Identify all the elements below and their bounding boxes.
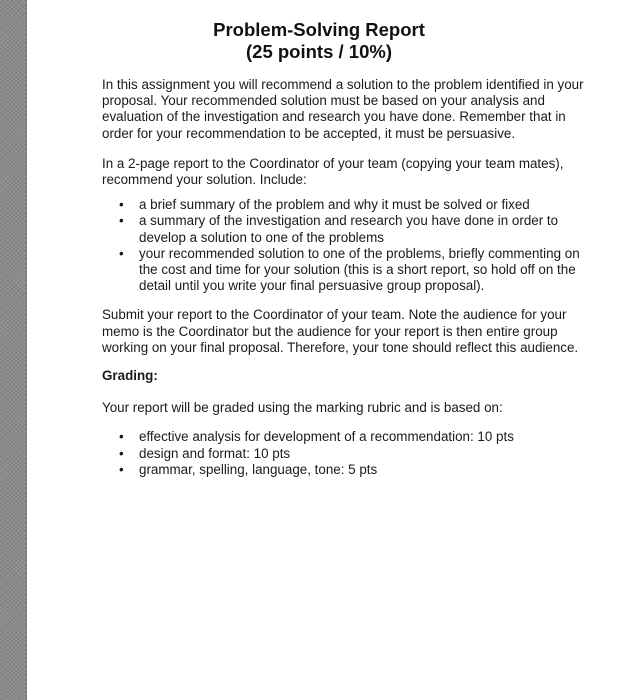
bullet-icon: • <box>119 445 124 461</box>
list-item <box>119 461 592 478</box>
bullet-icon: • <box>119 245 124 261</box>
list-item <box>119 213 592 245</box>
grading-intro-paragraph: Your report will be graded using the marking rubric and is based on: <box>102 400 503 416</box>
submit-paragraph: Submit your report to the Coordinator of your team. Note the audience for your memo is the Coordinator but the audience for your report is then entire group working on your final proposal. Therefore, your tone should reflect this audience. <box>102 307 579 355</box>
list-item-text: a brief summary of the problem and why it must be solved or fixed <box>139 197 530 213</box>
document-body <box>102 77 592 478</box>
report-instructions-paragraph: In a 2-page report to the Coordinator of your team (copying your team mates), recommend your solution. Include: <box>102 155 564 188</box>
left-margin-bar <box>0 0 27 700</box>
bullet-icon: • <box>119 197 124 213</box>
grading-list <box>102 429 592 478</box>
intro-paragraph: In this assignment you will recommend a solution to the problem identified in your proposal. Your recommended solution must be based on your analysis and evaluation of the investigation and research you have done. Remember that in order for your recommendation to be accepted, it must be persuasive. <box>102 77 584 141</box>
grading-heading: Grading: <box>102 368 158 384</box>
list-item <box>119 245 592 295</box>
list-item-text: a summary of the investigation and research you have done in order to develop a solution to one of the problems <box>139 213 559 245</box>
document-page <box>27 0 638 700</box>
bullet-icon: • <box>119 461 124 477</box>
list-item-text: design and format: 10 pts <box>139 445 291 461</box>
bullet-icon: • <box>119 429 124 445</box>
list-item-text: effective analysis for development of a recommendation: 10 pts <box>139 429 514 445</box>
page-subtitle: (25 points / 10%) <box>246 41 392 62</box>
page-title: Problem-Solving Report <box>213 19 425 40</box>
list-item <box>119 445 592 462</box>
bullet-icon: • <box>119 213 124 229</box>
list-item-text: grammar, spelling, language, tone: 5 pts <box>139 461 378 477</box>
list-item <box>119 429 592 445</box>
list-item-text: your recommended solution to one of the problems, briefly commenting on the cost and time for your solution (this is a short report, so hold off on the detail until you write your final persuasive group proposal). <box>139 245 580 294</box>
list-item <box>119 197 592 213</box>
include-list <box>102 197 592 294</box>
